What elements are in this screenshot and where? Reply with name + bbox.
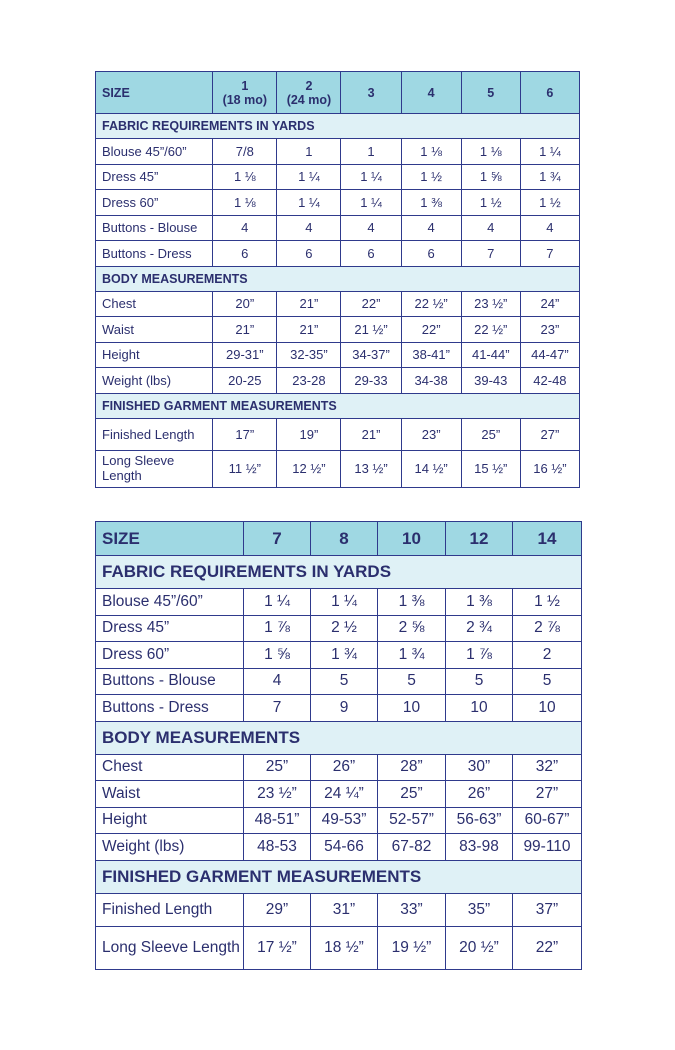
table-row (96, 781, 582, 808)
table-cell: 60-67” (513, 807, 582, 834)
table-cell: 24” (520, 291, 579, 317)
section-title: FABRIC REQUIREMENTS IN YARDS (96, 556, 582, 589)
table-cell: 34-37” (341, 342, 401, 368)
table-cell: 23” (520, 317, 579, 343)
table-cell: 14 ½” (401, 450, 461, 487)
row-label: Chest (96, 291, 213, 317)
size-column-header (213, 72, 277, 114)
table-cell: 1 ¼ (341, 190, 401, 216)
table-row (96, 807, 582, 834)
table-cell: 5 (446, 668, 513, 695)
table-cell: 32-35” (277, 342, 341, 368)
table-cell: 23” (401, 418, 461, 450)
table-cell: 41-44” (461, 342, 520, 368)
section-title: FABRIC REQUIREMENTS IN YARDS (96, 114, 580, 139)
size-column-header (520, 72, 579, 114)
table-cell: 1 ¼ (277, 164, 341, 190)
size-header-label: SIZE (96, 522, 244, 556)
table-cell: 21” (213, 317, 277, 343)
table-cell: 4 (213, 215, 277, 241)
table-cell: 10 (513, 695, 582, 722)
table-cell: 7 (244, 695, 311, 722)
table-cell: 21” (277, 317, 341, 343)
table-cell: 22” (341, 291, 401, 317)
size-column-header (311, 522, 378, 556)
table-cell: 4 (520, 215, 579, 241)
table-cell: 25” (244, 754, 311, 781)
size-age-label: (24 mo) (286, 92, 332, 107)
table-cell: 28” (378, 754, 446, 781)
table-cell: 49-53” (311, 807, 378, 834)
table-row (96, 893, 582, 926)
table-cell: 21” (277, 291, 341, 317)
table-cell: 23 ½” (461, 291, 520, 317)
table-cell: 1 ¾ (378, 642, 446, 669)
table-cell: 1 (341, 139, 401, 165)
table-cell: 1 ½ (520, 190, 579, 216)
row-label: Finished Length (96, 418, 213, 450)
table-cell: 1 ¾ (520, 164, 579, 190)
table-cell: 32” (513, 754, 582, 781)
table-cell: 1 ¾ (311, 642, 378, 669)
table-row (96, 589, 582, 616)
table-cell: 16 ½” (520, 450, 579, 487)
fabric-requirements-section (96, 556, 582, 589)
table-cell: 15 ½” (461, 450, 520, 487)
section-title: FINISHED GARMENT MEASUREMENTS (96, 393, 580, 418)
table-cell: 4 (461, 215, 520, 241)
table-cell: 1 ¼ (520, 139, 579, 165)
size-chart-table-large (95, 521, 582, 970)
size-number: 6 (546, 85, 554, 100)
row-label: Buttons - Dress (96, 241, 213, 267)
table-cell: 34-38 (401, 368, 461, 394)
table-cell: 25” (461, 418, 520, 450)
size-column-header (513, 522, 582, 556)
row-label: Dress 45” (96, 164, 213, 190)
table-cell: 38-41” (401, 342, 461, 368)
size-column-header (401, 72, 461, 114)
finished-garment-section (96, 860, 582, 893)
table-cell: 7/8 (213, 139, 277, 165)
table-row (96, 615, 582, 642)
size-number: 7 (272, 528, 282, 548)
table-cell: 30” (446, 754, 513, 781)
size-number: 5 (487, 85, 495, 100)
row-label: Waist (96, 781, 244, 808)
table-cell: 35” (446, 893, 513, 926)
table-cell: 1 ⅞ (244, 615, 311, 642)
table-cell: 1 ¼ (341, 164, 401, 190)
size-number: 14 (537, 528, 557, 548)
row-label: Weight (lbs) (96, 834, 244, 861)
size-header-row (96, 72, 580, 114)
size-number: 10 (402, 528, 421, 548)
table-row (96, 450, 580, 487)
table-cell: 19” (277, 418, 341, 450)
table-cell: 54-66 (311, 834, 378, 861)
row-label: Blouse 45”/60” (96, 139, 213, 165)
size-chart-body (96, 522, 582, 970)
size-column-header (446, 522, 513, 556)
size-number: 4 (427, 85, 435, 100)
table-cell: 1 ½ (461, 190, 520, 216)
table-cell: 1 (277, 139, 341, 165)
body-measurements-section (96, 266, 580, 291)
table-cell: 1 ¼ (244, 589, 311, 616)
table-cell: 26” (446, 781, 513, 808)
table-cell: 6 (277, 241, 341, 267)
table-cell: 4 (277, 215, 341, 241)
table-cell: 1 ⅝ (244, 642, 311, 669)
table-cell: 1 ¼ (311, 589, 378, 616)
table-cell: 1 ⅛ (213, 190, 277, 216)
table-row (96, 291, 580, 317)
table-cell: 56-63” (446, 807, 513, 834)
table-row (96, 754, 582, 781)
table-cell: 17” (213, 418, 277, 450)
table-row (96, 642, 582, 669)
table-cell: 37” (513, 893, 582, 926)
table-cell: 17 ½” (244, 926, 311, 969)
table-cell: 39-43 (461, 368, 520, 394)
table-cell: 18 ½” (311, 926, 378, 969)
size-column-header (341, 72, 401, 114)
table-row (96, 418, 580, 450)
table-cell: 13 ½” (341, 450, 401, 487)
table-cell: 4 (401, 215, 461, 241)
table-cell: 2 ⅞ (513, 615, 582, 642)
row-label: Long Sleeve Length (96, 926, 244, 969)
table-cell: 21” (341, 418, 401, 450)
finished-garment-section (96, 393, 580, 418)
table-cell: 4 (341, 215, 401, 241)
table-row (96, 317, 580, 343)
table-cell: 6 (341, 241, 401, 267)
table-cell: 29” (244, 893, 311, 926)
table-row (96, 834, 582, 861)
table-cell: 6 (213, 241, 277, 267)
table-row (96, 190, 580, 216)
table-cell: 20” (213, 291, 277, 317)
row-label: Blouse 45”/60” (96, 589, 244, 616)
table-cell: 22 ½” (401, 291, 461, 317)
table-cell: 26” (311, 754, 378, 781)
section-title: FINISHED GARMENT MEASUREMENTS (96, 860, 582, 893)
table-cell: 27” (520, 418, 579, 450)
table-cell: 5 (513, 668, 582, 695)
size-chart-body (96, 72, 580, 488)
table-cell: 1 ½ (513, 589, 582, 616)
table-cell: 1 ⅞ (446, 642, 513, 669)
size-header-label: SIZE (96, 72, 213, 114)
table-cell: 10 (446, 695, 513, 722)
table-cell: 99-110 (513, 834, 582, 861)
table-cell: 1 ⅜ (401, 190, 461, 216)
section-title: BODY MEASUREMENTS (96, 721, 582, 754)
table-cell: 23 ½” (244, 781, 311, 808)
table-cell: 29-33 (341, 368, 401, 394)
size-header-row (96, 522, 582, 556)
row-label: Buttons - Blouse (96, 215, 213, 241)
size-column-header (277, 72, 341, 114)
fabric-requirements-section (96, 114, 580, 139)
row-label: Long Sleeve Length (96, 450, 213, 487)
table-cell: 24 ¼” (311, 781, 378, 808)
row-label: Buttons - Dress (96, 695, 244, 722)
row-label: Dress 60” (96, 642, 244, 669)
body-measurements-section (96, 721, 582, 754)
table-cell: 29-31” (213, 342, 277, 368)
size-column-header (244, 522, 311, 556)
table-cell: 20 ½” (446, 926, 513, 969)
size-number: 2 (305, 78, 313, 93)
size-chart-table-small (95, 71, 580, 488)
row-label: Finished Length (96, 893, 244, 926)
table-cell: 27” (513, 781, 582, 808)
table-cell: 48-51” (244, 807, 311, 834)
table-row (96, 926, 582, 969)
table-cell: 33” (378, 893, 446, 926)
table-cell: 7 (461, 241, 520, 267)
table-row (96, 695, 582, 722)
table-cell: 52-57” (378, 807, 446, 834)
table-row (96, 139, 580, 165)
size-number: 12 (469, 528, 489, 548)
table-cell: 1 ⅜ (378, 589, 446, 616)
table-cell: 22 ½” (461, 317, 520, 343)
table-cell: 10 (378, 695, 446, 722)
table-cell: 2 ⅝ (378, 615, 446, 642)
table-cell: 67-82 (378, 834, 446, 861)
size-age-label: (18 mo) (222, 92, 268, 107)
table-cell: 44-47” (520, 342, 579, 368)
size-number: 1 (241, 78, 249, 93)
table-cell: 1 ⅛ (401, 139, 461, 165)
table-cell: 23-28 (277, 368, 341, 394)
table-row (96, 241, 580, 267)
size-number: 8 (339, 528, 349, 548)
table-cell: 1 ⅝ (461, 164, 520, 190)
table-cell: 1 ⅜ (446, 589, 513, 616)
row-label: Weight (lbs) (96, 368, 213, 394)
table-cell: 5 (311, 668, 378, 695)
table-cell: 2 (513, 642, 582, 669)
size-column-header (378, 522, 446, 556)
table-cell: 11 ½” (213, 450, 277, 487)
row-label: Height (96, 807, 244, 834)
row-label: Chest (96, 754, 244, 781)
table-row (96, 368, 580, 394)
table-cell: 42-48 (520, 368, 579, 394)
row-label: Height (96, 342, 213, 368)
table-row (96, 164, 580, 190)
table-cell: 25” (378, 781, 446, 808)
table-cell: 19 ½” (378, 926, 446, 969)
row-label: Buttons - Blouse (96, 668, 244, 695)
table-cell: 83-98 (446, 834, 513, 861)
table-cell: 6 (401, 241, 461, 267)
table-cell: 20-25 (213, 368, 277, 394)
table-cell: 22” (513, 926, 582, 969)
table-cell: 22” (401, 317, 461, 343)
table-cell: 1 ⅛ (213, 164, 277, 190)
table-cell: 31” (311, 893, 378, 926)
size-number: 3 (367, 85, 375, 100)
section-title: BODY MEASUREMENTS (96, 266, 580, 291)
table-row (96, 668, 582, 695)
table-cell: 9 (311, 695, 378, 722)
table-cell: 2 ¾ (446, 615, 513, 642)
row-label: Waist (96, 317, 213, 343)
table-cell: 2 ½ (311, 615, 378, 642)
table-cell: 21 ½” (341, 317, 401, 343)
table-cell: 7 (520, 241, 579, 267)
table-cell: 12 ½” (277, 450, 341, 487)
table-row (96, 215, 580, 241)
table-row (96, 342, 580, 368)
row-label: Dress 60” (96, 190, 213, 216)
row-label: Dress 45” (96, 615, 244, 642)
table-cell: 1 ½ (401, 164, 461, 190)
table-cell: 4 (244, 668, 311, 695)
table-cell: 1 ⅛ (461, 139, 520, 165)
table-cell: 48-53 (244, 834, 311, 861)
size-column-header (461, 72, 520, 114)
table-cell: 1 ¼ (277, 190, 341, 216)
table-cell: 5 (378, 668, 446, 695)
